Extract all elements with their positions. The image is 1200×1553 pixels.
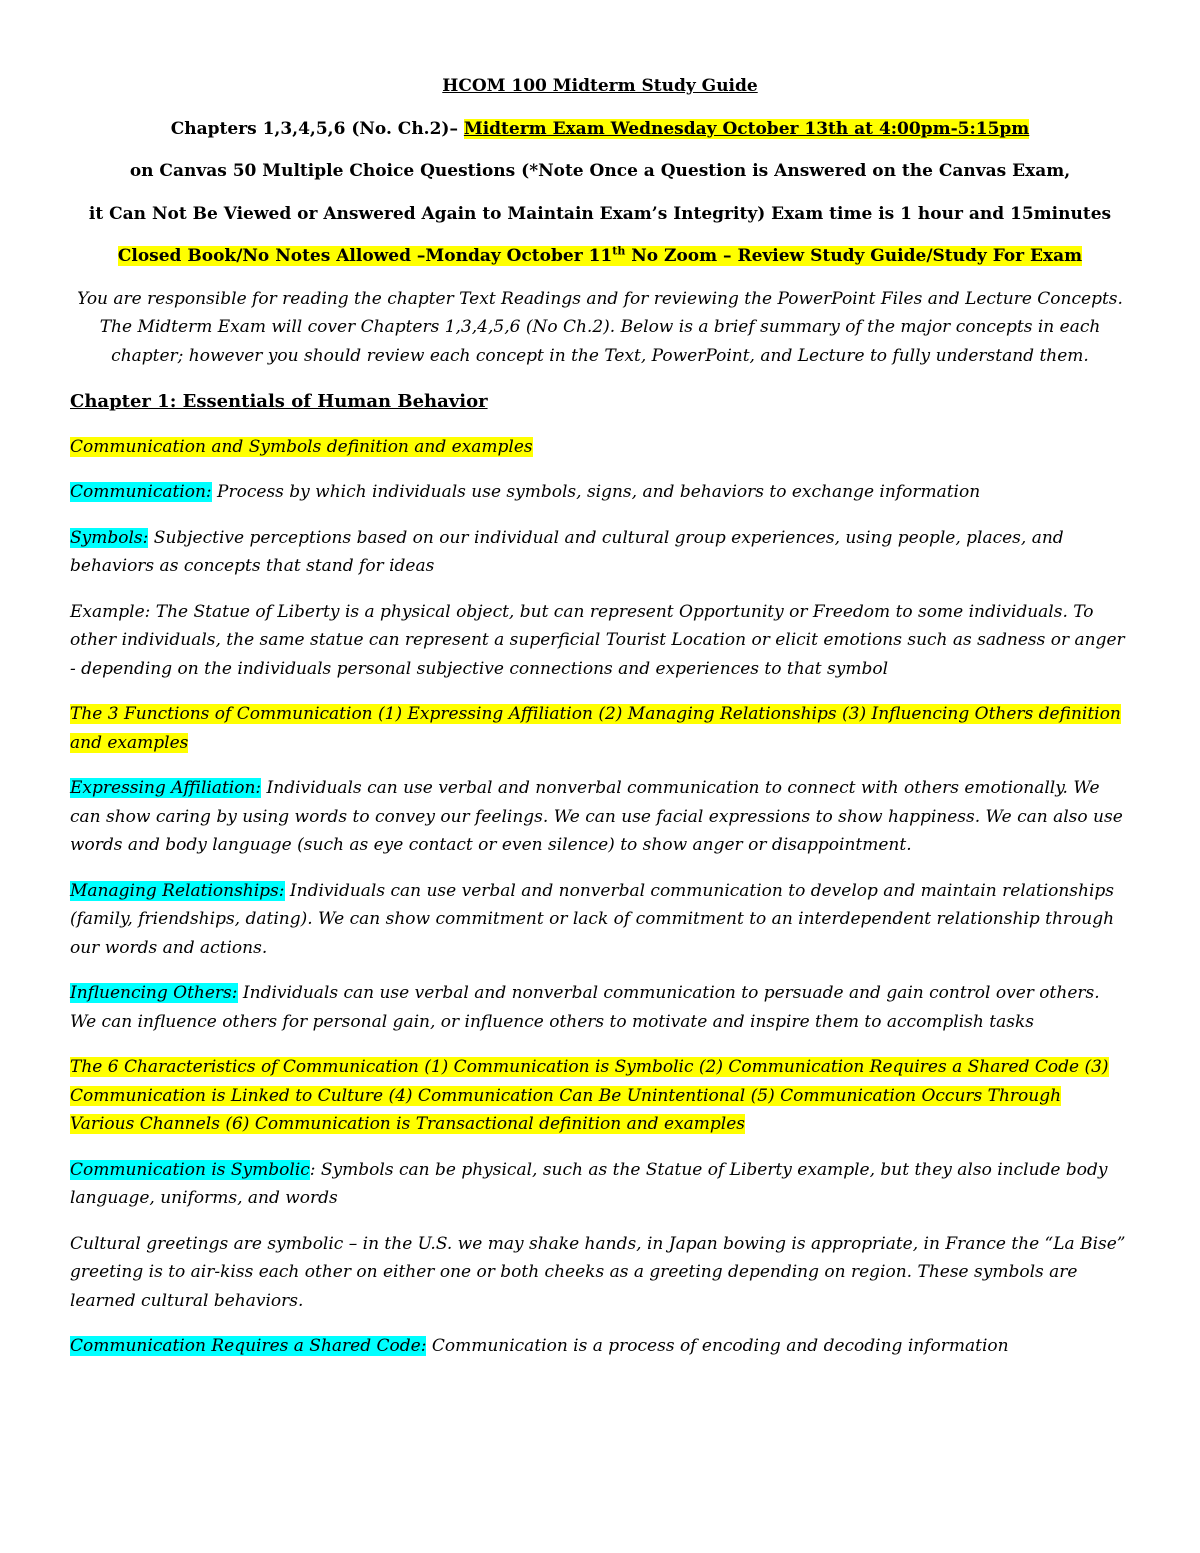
exam-date-highlight: Midterm Exam Wednesday October 13th at 4:00pm-5:15pm bbox=[463, 118, 1030, 139]
topic-highlight: The 6 Characteristics of Communication (1) Communication is Symbolic (2) Communication Requires a Shared Code (3) Communication is Linked to Culture (4) Communication Can Be Unintentional (5) Communication Occurs Through Various Channels (6) Communication is Transactional definition and examples bbox=[70, 1057, 1109, 1134]
definition-text: Individuals can use verbal and nonverbal communication to develop and maintain relationships (family, friendships, dating). We can show commitment or lack of commitment to an interdependent relationship through our words and actions. bbox=[70, 880, 1115, 958]
closed-book-text-b: No Zoom – Review Study Guide/Study For Exam bbox=[625, 246, 1083, 266]
closed-book-line bbox=[70, 242, 1130, 271]
ordinal-suffix: th bbox=[612, 244, 626, 258]
term-communication: Communication: bbox=[70, 482, 212, 502]
definition-text: Process by which individuals use symbols, signs, and behaviors to exchange information bbox=[211, 482, 981, 502]
definition-text: Subjective perceptions based on our individual and cultural group experiences, using people, places, and behaviors as concepts that stand for ideas bbox=[70, 527, 1064, 576]
definition-shared-code bbox=[70, 1332, 1130, 1361]
term-shared-code: Communication Requires a Shared Code: bbox=[70, 1336, 427, 1356]
definition-text: Individuals can use verbal and nonverbal communication to connect with others emotionally. We can show caring by using words to convey our feelings. We can use facial expressions to show happiness. We can also use words and body language (such as eye contact or even silence) to show anger or disappointment. bbox=[70, 778, 1123, 855]
document-page bbox=[70, 72, 1130, 1378]
definition-communication bbox=[70, 478, 1130, 507]
definition-text: Individuals can use verbal and nonverbal communication to persuade and gain control over others. We can influence others for personal gain, or influence others to motivate and inspire them to accomplish tasks bbox=[70, 983, 1100, 1032]
exam-integrity-line: it Can Not Be Viewed or Answered Again to Maintain Exam’s Integrity) Exam time is 1 hour and 15minutes bbox=[88, 203, 1112, 224]
term-influencing: Influencing Others: bbox=[70, 983, 238, 1003]
statue-example: Example: The Statue of Liberty is a physical object, but can represent Opportunity or Freedom to some individuals. To other individuals, the same statue can represent a superficial Tourist Location or elicit emotions such as sadness or anger - depending on the individuals personal subjective connections and experiences to that symbol bbox=[70, 601, 1125, 679]
topic-highlight: Communication and Symbols definition and examples bbox=[70, 436, 533, 457]
exam-format-line: on Canvas 50 Multiple Choice Questions (*Note Once a Question is Answered on the Canvas Exam, bbox=[129, 161, 1071, 181]
definition-symbols bbox=[70, 524, 1130, 581]
term-relationships: Managing Relationships: bbox=[70, 880, 285, 901]
chapter-1-heading: Chapter 1: Essentials of Human Behavior bbox=[70, 391, 488, 412]
topic-functions bbox=[70, 700, 1130, 757]
document-title: HCOM 100 Midterm Study Guide bbox=[442, 76, 758, 96]
topic-communication-symbols bbox=[70, 433, 1130, 462]
definition-affiliation bbox=[70, 774, 1130, 860]
definition-symbolic bbox=[70, 1156, 1130, 1213]
term-affiliation: Expressing Affiliation: bbox=[70, 778, 262, 798]
definition-relationships bbox=[70, 877, 1130, 963]
intro-paragraph: You are responsible for reading the chapter Text Readings and for reviewing the PowerPoint Files and Lecture Concepts. The Midterm Exam will cover Chapters 1,3,4,5,6 (No Ch.2). Below is a brief summary of the major concepts in each chapter; however you should review each concept in the Text, PowerPoint, and Lecture to fully understand them. bbox=[77, 288, 1123, 366]
definition-text: : Symbols can be physical, such as the Statue of Liberty example, but they also include body language, uniforms, and words bbox=[70, 1159, 1108, 1208]
closed-book-text-a: Closed Book/No Notes Allowed –Monday October 11 bbox=[117, 246, 613, 266]
topic-characteristics bbox=[70, 1053, 1130, 1139]
term-symbols: Symbols: bbox=[70, 527, 149, 548]
chapters-text: Chapters 1,3,4,5,6 (No. Ch.2)– bbox=[170, 118, 464, 139]
definition-influencing bbox=[70, 979, 1130, 1036]
greetings-example: Cultural greetings are symbolic – in the U.S. we may shake hands, in Japan bowing is appropriate, in France the “La Bise” greeting is to air-kiss each other on either one or both cheeks as a greeting depending on region. These symbols are learned cultural behaviors. bbox=[70, 1233, 1126, 1311]
term-symbolic: Communication is Symbolic bbox=[70, 1159, 310, 1180]
closed-book-highlight bbox=[118, 246, 1082, 266]
exam-date-line bbox=[70, 115, 1130, 144]
definition-text: Communication is a process of encoding and decoding information bbox=[426, 1336, 1009, 1356]
topic-highlight: The 3 Functions of Communication (1) Expressing Affiliation (2) Managing Relationships (3) Influencing Others definition and examples bbox=[70, 704, 1121, 753]
